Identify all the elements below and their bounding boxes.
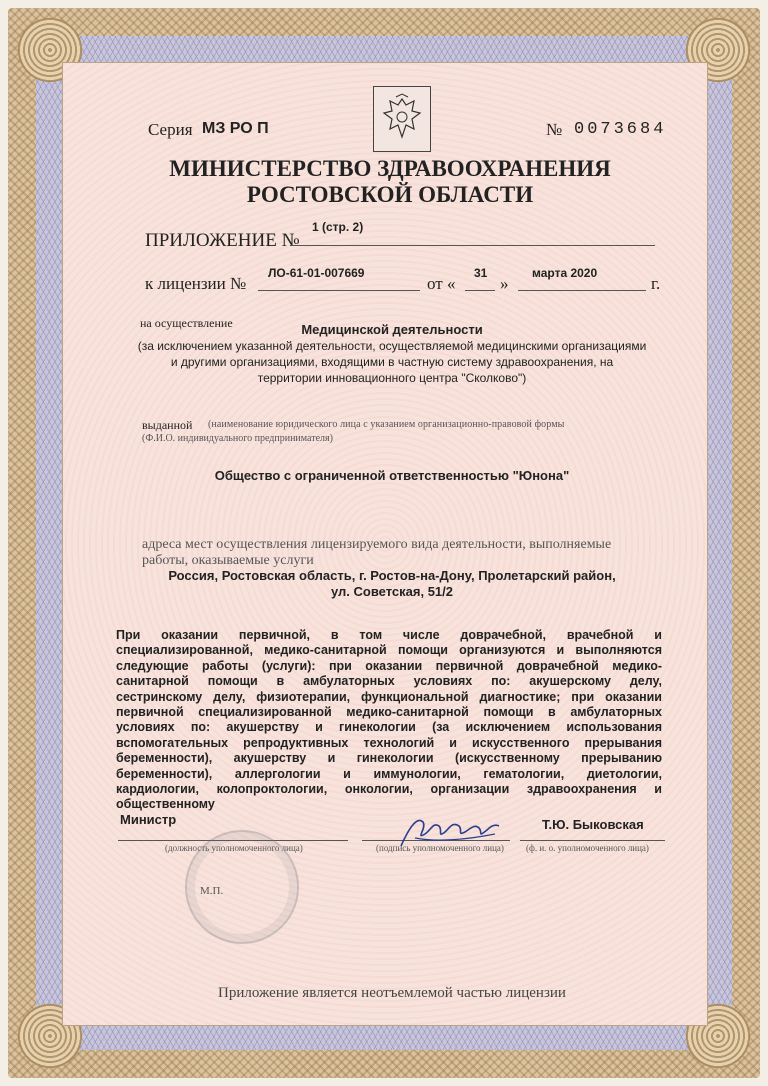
services-line: При оказании первичной, в том числе доврачебной, врачебной и (116, 628, 662, 642)
services-line: условиях по: акушерству и гинекологии (за исключением использования (116, 720, 662, 735)
activity-line3: территории инновационного центра "Сколково") (257, 371, 527, 385)
activity-label: на осуществление (140, 316, 233, 330)
stamp-label: М.П. (200, 885, 224, 897)
handwritten-signature (395, 808, 505, 853)
license-close-quote: » (500, 274, 509, 293)
series-value: МЗ РО П (202, 120, 269, 137)
activity-title: Медицинской деятельности (301, 322, 483, 337)
address-line1: Россия, Ростовская область, г. Ростов-на-Дону, Пролетарский район, (168, 568, 616, 583)
caption-position: (должность уполномоченного лица) (165, 843, 303, 853)
services-line: сестринскому делу, физиотерапии, функциональной диагностике; при оказании (116, 689, 662, 704)
services-line: первичной специализированной медико-санитарной помощи в амбулаторных (116, 705, 662, 720)
license-month-year: марта 2020 (532, 266, 598, 280)
issued-hint-line2: (Ф.И.О. индивидуального предпринимателя) (142, 433, 333, 444)
license-date-underline (518, 290, 646, 291)
issued-label: выданной (142, 418, 193, 432)
series-label: Серия (148, 120, 193, 139)
caption-name: (ф. и. о. уполномоченного лица) (526, 843, 649, 853)
ministry-title-line2: РОСТОВСКОЙ ОБЛАСТИ (246, 182, 534, 207)
address-line2: ул. Советская, 51/2 (330, 584, 454, 599)
services-paragraph (116, 628, 662, 813)
license-number: ЛО-61-01-007669 (268, 266, 365, 280)
caption-signature: (подпись уполномоченного лица) (376, 843, 504, 853)
activity-line1: (за исключением указанной деятельности, осуществляемой медицинскими организациями (137, 339, 647, 353)
appendix-label: ПРИЛОЖЕНИЕ № (145, 230, 300, 251)
license-from-label: от « (427, 274, 456, 293)
appendix-underline (290, 245, 655, 246)
activity-line2: и другими организациями, входящими в частную систему здравоохранения, на (170, 355, 614, 369)
footer-note: Приложение является неотъемлемой частью лицензии (218, 985, 566, 1001)
organization-name: Общество с ограниченной ответственностью "Юнона" (214, 468, 570, 483)
signatory-name: Т.Ю. Быковская (542, 817, 644, 832)
license-number-underline (258, 290, 420, 291)
services-line: следующие работы (услуги): при оказании первичной доврачебной медико- (116, 658, 662, 673)
services-line: вспомогательных репродуктивных технологий и искусственного прерывания (116, 735, 662, 750)
ministry-title-line1: МИНИСТЕРСТВО ЗДРАВООХРАНЕНИЯ (169, 156, 611, 181)
address-label-line2: работы, оказываемые услуги (142, 553, 314, 568)
address-label-line1: адреса мест осуществления лицензируемого вида деятельности, выполняемые (142, 537, 612, 552)
services-line: санитарной помощи в амбулаторных условиях по: акушерскому делу, (116, 674, 662, 689)
services-line: общественному (116, 797, 215, 812)
license-label: к лицензии № (145, 274, 247, 293)
number-value: 0073684 (574, 120, 667, 139)
issued-hint-line1: (наименование юридического лица с указанием организационно-правовой формы (208, 419, 565, 430)
license-day: 31 (474, 266, 488, 280)
license-day-underline (465, 290, 495, 291)
name-underline (520, 840, 665, 841)
license-year-suffix: г. (651, 274, 661, 293)
services-line: кардиологии, колопроктологии, онкологии, организации здравоохранения и (116, 782, 662, 797)
services-line: беременности), акушерству и гинекологии (искусственному прерыванию (116, 751, 662, 766)
signatory-position: Министр (120, 812, 177, 827)
appendix-value: 1 (стр. 2) (312, 220, 364, 234)
services-line: специализированной, медико-санитарной помощи организуются и выполняются (116, 643, 662, 658)
services-line: беременности), аллергологии и иммунологии, гематологии, диетологии, (116, 766, 662, 781)
double-headed-eagle-icon (373, 86, 431, 152)
number-label: № (546, 120, 563, 139)
